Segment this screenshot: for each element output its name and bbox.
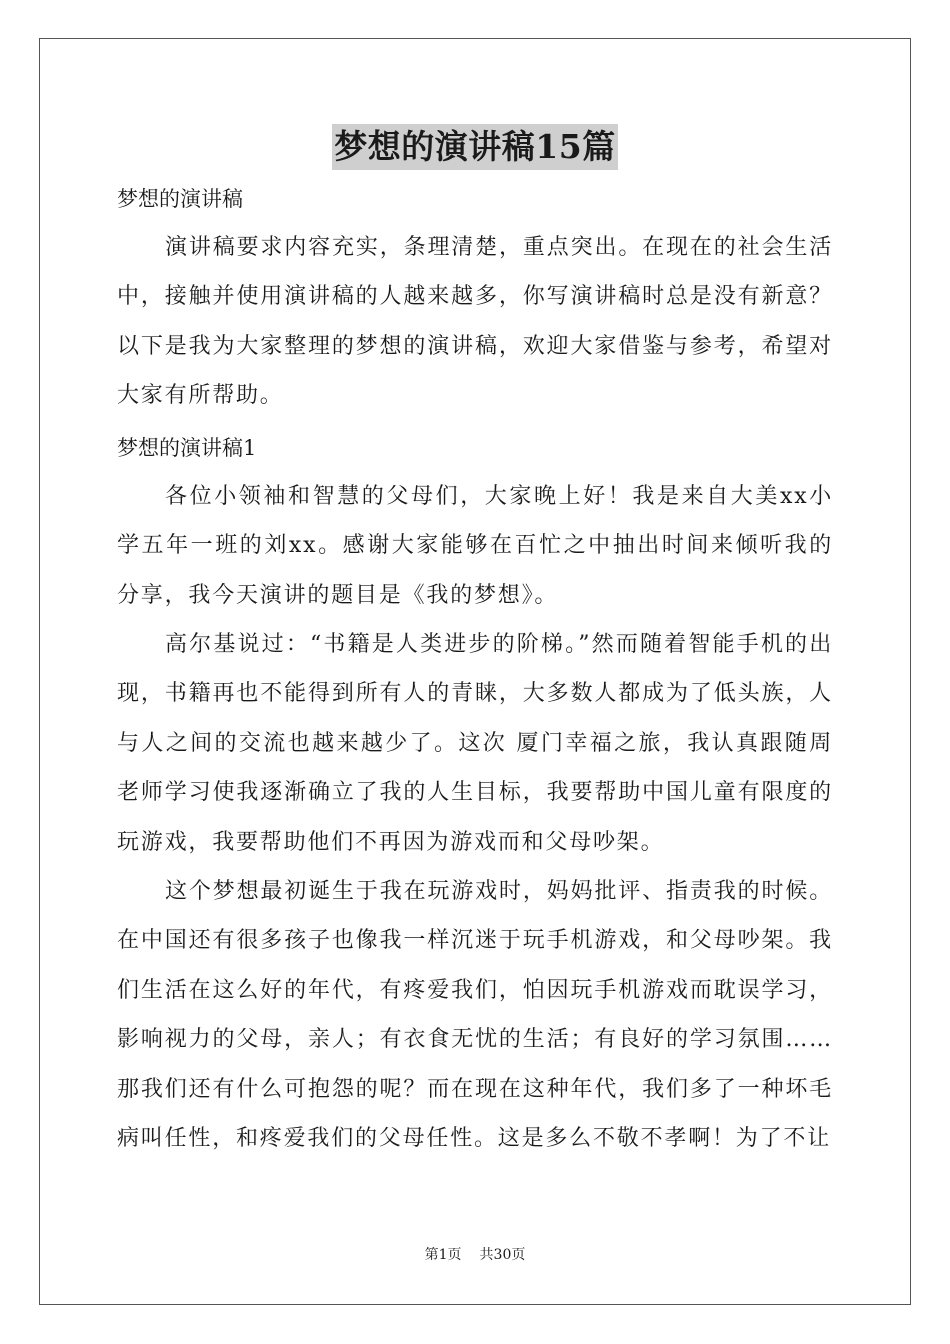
speech-heading: 梦想的演讲稿1 bbox=[117, 436, 257, 460]
page-number: 第1页 bbox=[424, 1247, 462, 1263]
section-heading: 梦想的演讲稿 bbox=[117, 187, 243, 211]
page-footer bbox=[0, 1245, 950, 1265]
paragraph-3: 这个梦想最初诞生于我在玩游戏时，妈妈批评、指责我的时候。在中国还有很多孩子也像我一样沉迷于玩手机游戏，和父母吵架。我们生活在这么好的年代，有疼爱我们，怕因玩手机游戏而耽误学习，影响视力的父母，亲人；有衣食无忧的生活；有良好的学习氛围……那我们还有什么可抱怨的呢？而在现在这种年代，我们多了一种坏毛病叫任性，和疼爱我们的父母任性。这是多么不敬不孝啊！为了不让 bbox=[117, 879, 833, 1152]
document-title: 梦想的演讲稿15篇 bbox=[332, 124, 617, 170]
paragraph-2: 高尔基说过：“书籍是人类进步的阶梯。”然而随着智能手机的出现，书籍再也不能得到所有人的青睐，大多数人都成为了低头族，人与人之间的交流也越来越少了。这次 厦门幸福之旅，我认真跟随周老师学习使我逐渐确立了我的人生目标，我要帮助中国儿童有限度的玩游戏，我要帮助他们不再因为游戏而和父母吵架。 bbox=[117, 632, 833, 855]
intro-paragraph: 演讲稿要求内容充实，条理清楚，重点突出。在现在的社会生活中，接触并使用演讲稿的人越来越多，你写演讲稿时总是没有新意？以下是我为大家整理的梦想的演讲稿，欢迎大家借鉴与参考，希望对大家有所帮助。 bbox=[117, 235, 833, 409]
title-container bbox=[0, 124, 950, 170]
paragraph-1: 各位小领袖和智慧的父母们，大家晚上好！我是来自大美xx小学五年一班的刘xx。感谢大家能够在百忙之中抽出时间来倾听我的分享，我今天演讲的题目是《我的梦想》。 bbox=[117, 484, 833, 608]
page-total: 共30页 bbox=[479, 1247, 526, 1263]
